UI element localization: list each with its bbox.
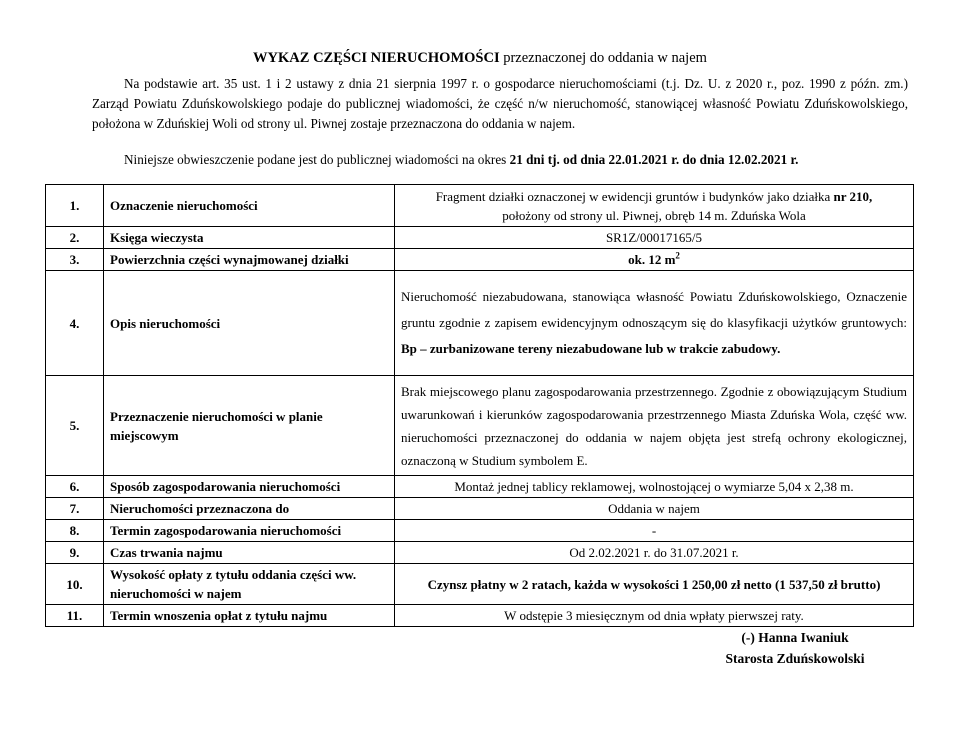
table-row: 4. Opis nieruchomości Nieruchomość niezabudowana, stanowiąca własność Powiatu Zduńskowolskiego, Oznaczenie gruntu zgodnie z zapisem ewidencyjnym odnoszącym się do klasyfikacji użytków gruntowych: Bp – zurbanizowane tereny niezabudowane lub w trakcie zabudowy. <box>46 271 914 376</box>
table-row: 2. Księga wieczysta SR1Z/00017165/5 <box>46 227 914 249</box>
notice-paragraph: Niniejsze obwieszczenie podane jest do publicznej wiadomości na okres 21 dni tj. od dnia 22.01.2021 r. do dnia 12.02.2021 r. <box>124 152 799 167</box>
signature-block <box>700 627 890 669</box>
table-row: 11. Termin wnoszenia opłat z tytułu najmu W odstępie 3 miesięcznym od dnia wpłaty pierwszej raty. <box>46 605 914 627</box>
table-row: 9. Czas trwania najmu Od 2.02.2021 r. do 31.07.2021 r. <box>46 542 914 564</box>
table-row: 10. Wysokość opłaty z tytułu oddania części ww. nieruchomości w najem Czynsz płatny w 2 ratach, każda w wysokości 1 250,00 zł netto (1 537,50 zł brutto) <box>46 564 914 605</box>
table-row: 5. Przeznaczenie nieruchomości w planie miejscowym Brak miejscowego planu zagospodarowania przestrzennego. Zgodnie z obowiązującym Studium uwarunkowań i kierunków zagospodarowania przestrzennego Miasta Zduńska Wola, część ww. nieruchomości przeznaczonej do oddania w najem objęta jest strefą ochrony ekologicznej, oznaczoną w Studium symbolem E. <box>46 376 914 476</box>
signatory-role: Starosta Zduńskowolski <box>725 651 865 666</box>
table-row: 7. Nieruchomości przeznaczona do Oddania w najem <box>46 498 914 520</box>
intro-paragraph: Na podstawie art. 35 ust. 1 i 2 ustawy z dnia 21 sierpnia 1997 r. o gospodarce nieruchomościami (t.j. Dz. U. z 2020 r., poz. 1990 z późn. zm.) Zarząd Powiatu Zduńskowolskiego podaje do publicznej wiadomości, że część n/w nieruchomość, stanowiącej własność Powiatu Zduńskowolskiego, położona w Zduńskiej Woli od strony ul. Piwnej zostaje przeznaczona do oddania w najem. <box>92 76 908 131</box>
signatory-name: (-) Hanna Iwaniuk <box>741 630 849 645</box>
property-table <box>45 184 914 627</box>
document-title: WYKAZ CZĘŚCI NIERUCHOMOŚCI przeznaczonej do oddania w najem <box>253 50 707 66</box>
table-row: 8. Termin zagospodarowania nieruchomości - <box>46 520 914 542</box>
table-row: 1. Oznaczenie nieruchomości Fragment działki oznaczonej w ewidencji gruntów i budynków jako działka nr 210, położony od strony ul. Piwnej, obręb 14 m. Zduńska Wola <box>46 185 914 227</box>
table-row: 6. Sposób zagospodarowania nieruchomości Montaż jednej tablicy reklamowej, wolnostojącej o wymiarze 5,04 x 2,38 m. <box>46 476 914 498</box>
table-row: 3. Powierzchnia części wynajmowanej działki ok. 12 $m^2$ <box>46 249 914 271</box>
